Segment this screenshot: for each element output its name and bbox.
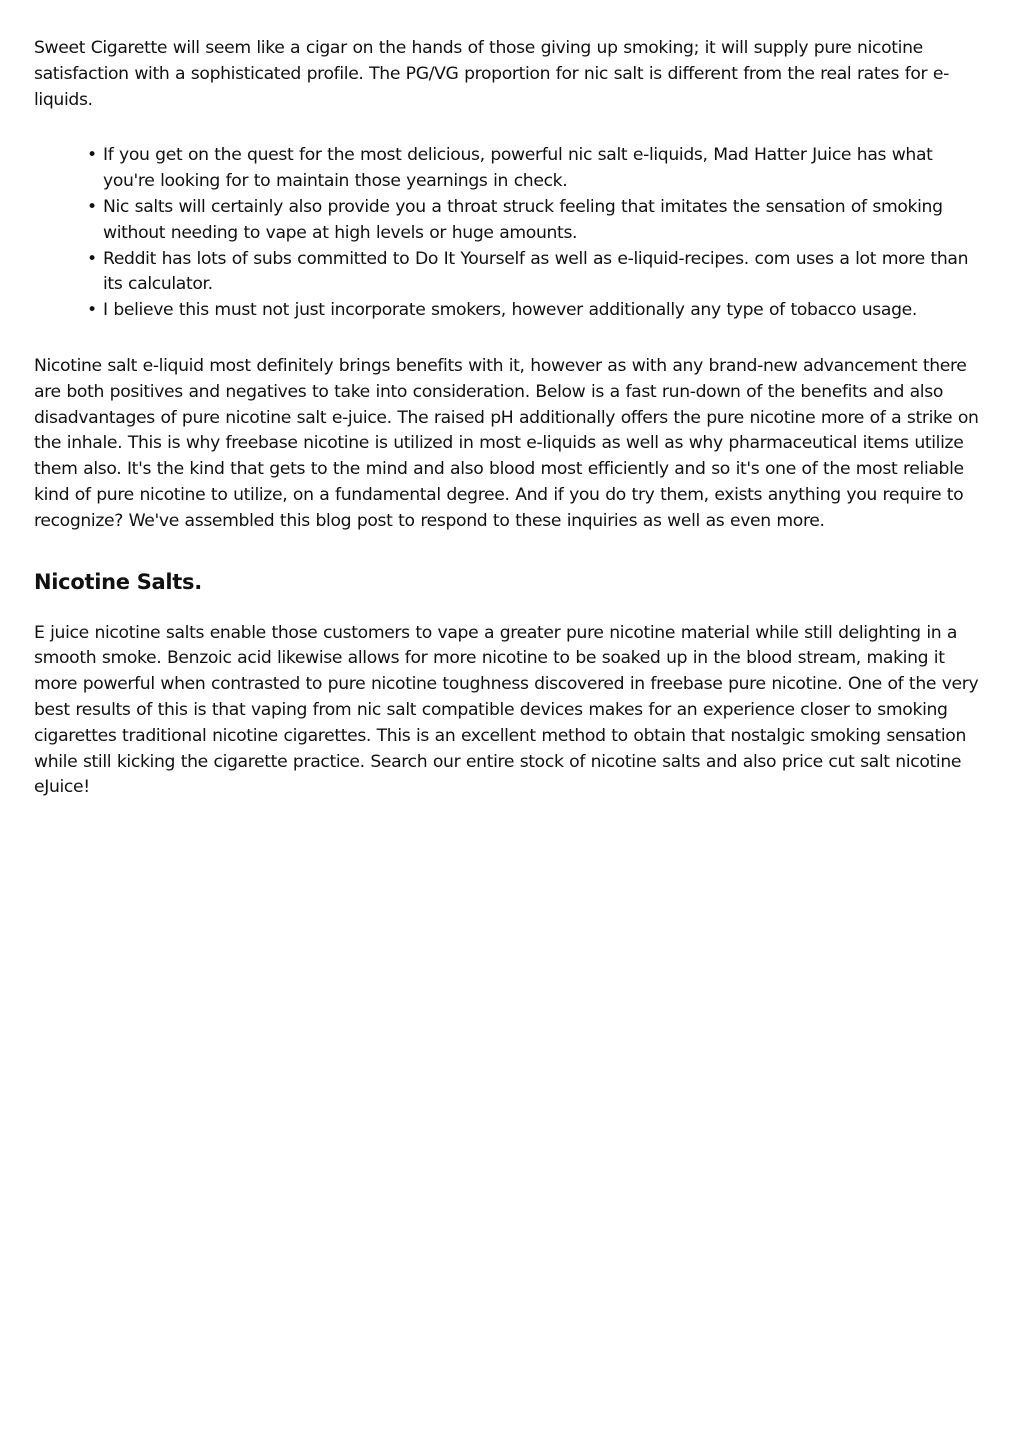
bullet-item <box>87 298 982 324</box>
section-heading: Nicotine Salts. <box>34 569 202 594</box>
bullet-text: Nic salts will certainly also provide you a throat struck feeling that imitates the sensation of smoking without needing to vape at high levels or huge amounts. <box>103 196 943 243</box>
third-paragraph: E juice nicotine salts enable those customers to vape a greater pure nicotine material while still delighting in a smooth smoke. Benzoic acid likewise allows for more nicotine to be soaked up in the blood stream, making it more powerful when contrasted to pure nicotine toughness discovered in freebase pure nicotine. One of the very best results of this is that vaping from nic salt compatible devices makes for an experience closer to smoking cigarettes traditional nicotine cigarettes. This is an excellent method to obtain that nostalgic smoking sensation while still kicking the cigarette practice. Search our entire stock of nicotine salts and also price cut salt nicotine eJuice! <box>34 622 979 798</box>
second-paragraph: Nicotine salt e-liquid most definitely brings benefits with it, however as with any brand-new advancement there are both positives and negatives to take into consideration. Below is a fast run-down of the benefits and also disadvantages of pure nicotine salt e-juice. The raised pH additionally offers the pure nicotine more of a strike on the inhale. This is why freebase nicotine is utilized in most e-liquids as well as why pharmaceutical items utilize them also. It's the kind that gets to the mind and also blood most efficiently and so it's one of the most reliable kind of pure nicotine to utilize, on a fundamental degree. And if you do try them, exists anything you require to recognize? We've assembled this blog post to respond to these inquiries as well as even more. <box>34 355 979 531</box>
bullet-symbol: • <box>87 145 97 166</box>
bullet-symbol: • <box>87 196 97 217</box>
bullet-text: If you get on the quest for the most delicious, powerful nic salt e-liquids, Mad Hatter Juice has what you're looking for to maintain those yearnings in check. <box>103 145 933 192</box>
bullet-item <box>87 247 982 299</box>
bullet-symbol: • <box>87 300 97 321</box>
bullet-item <box>87 195 982 247</box>
document-page <box>34 36 982 801</box>
bullet-list <box>34 143 982 324</box>
intro-paragraph: Sweet Cigarette will seem like a cigar on the hands of those giving up smoking; it will supply pure nicotine satisfaction with a sophisticated profile. The PG/VG proportion for nic salt is different from the real rates for e-liquids. <box>34 38 949 110</box>
bullet-text: Reddit has lots of subs committed to Do It Yourself as well as e-liquid-recipes. com uses a lot more than its calculator. <box>103 248 969 295</box>
bullet-text: I believe this must not just incorporate smokers, however additionally any type of tobacco usage. <box>103 300 917 321</box>
bullet-symbol: • <box>87 248 97 269</box>
bullet-item <box>87 143 982 195</box>
